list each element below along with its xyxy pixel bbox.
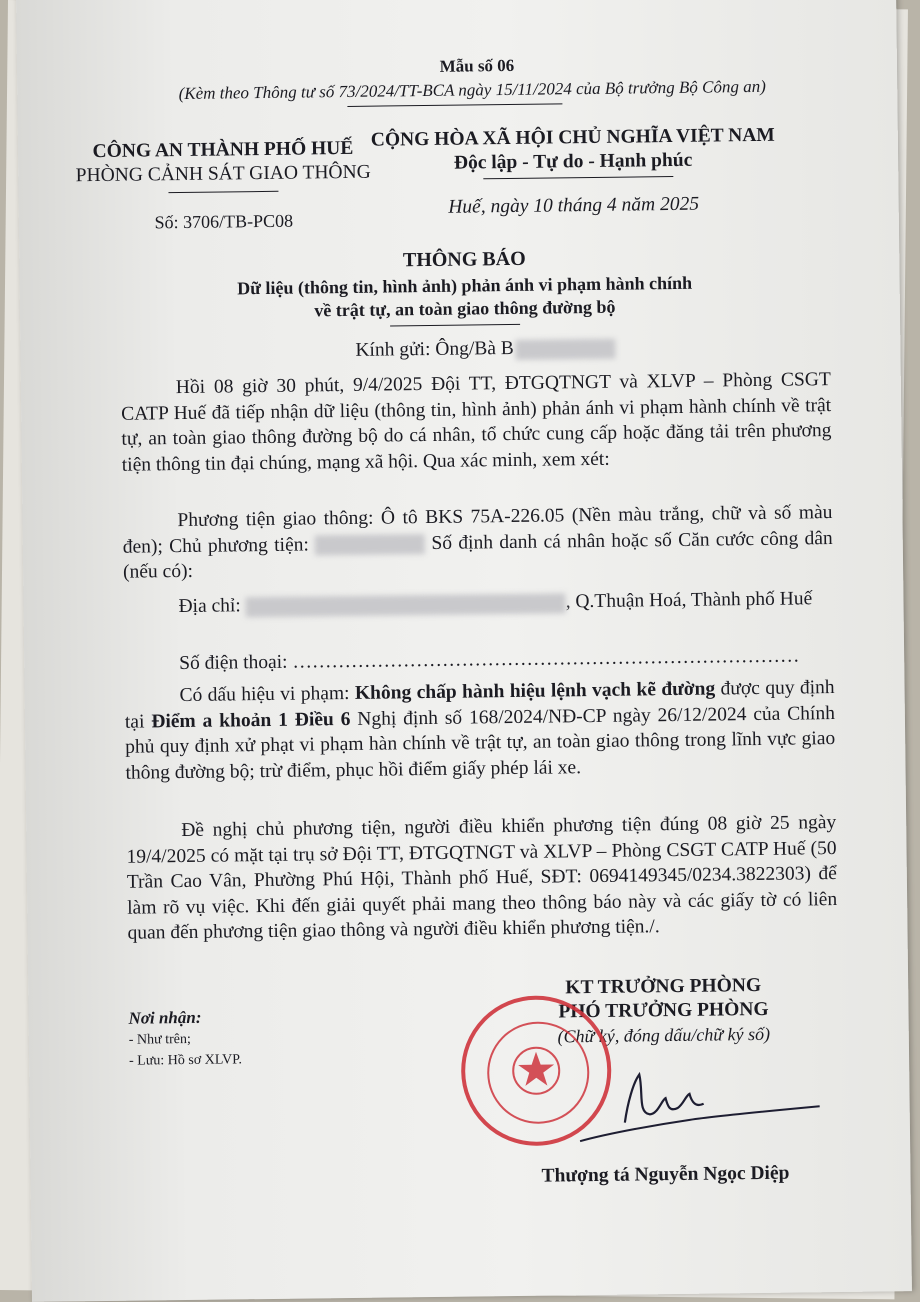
notice-subtitle-1: Dữ liệu (thông tin, hình ảnh) phản ánh vi phạm hành chính — [237, 272, 693, 299]
address-label: Địa chỉ: — [178, 595, 241, 618]
recipient-item: - Như trên; — [128, 1031, 191, 1048]
violation-label: Có dấu hiệu vi phạm: — [179, 682, 350, 707]
address-tail: , Q.Thuận Hoá, Thành phố Huế — [565, 588, 813, 613]
violation-decree: Nghị định số 168/2024/NĐ-CP ngày 26/12/2024 của Chính phủ quy định xử phạt vi phạm hàn chính về trật tự, an toàn giao thông trong lĩnh vực giao thông đường bộ; trừ điểm, phục hồi điểm giấy phép lái xe. — [125, 702, 836, 784]
violation-text: được quy định tại — [124, 677, 835, 733]
redacted-address — [246, 593, 566, 617]
form-number: Mẫu số 06 — [439, 55, 515, 76]
notice-title: THÔNG BÁO — [402, 247, 526, 272]
recipient-item: - Lưu: Hồ sơ XLVP. — [128, 1052, 243, 1069]
recipients-title: Nơi nhận: — [128, 1007, 202, 1028]
signature-note: (Chữ ký, đóng dấu/chữ ký số) — [557, 1023, 771, 1047]
paragraph-violation — [124, 675, 835, 786]
paragraph-request: Đề nghị chủ phương tiện, người điều khiển phương tiện đúng 08 giờ 25 ngày 19/4/2025 có mặt tại trụ sở Đội TT, ĐTGQTNGT và XLVP – Phòng CSGT CATP Huế (50 Trần Cao Vân, Phường Phú Hội, Thành phố Huế, SĐT: 0694149345/0234.3822303) để làm rõ vụ việc. Khi đến giải quyết phải mang theo thông báo này và các giấy tờ có liên quan đến phương tiện giao thông và người điều khiển phương tiện./. — [126, 812, 838, 944]
nation-line-1: CỘNG HÒA XÃ HỘI CHỦ NGHĨA VIỆT NAM — [370, 124, 775, 151]
signer-name: Thượng tá Nguyễn Ngọc Diệp — [541, 1162, 790, 1187]
document-page — [16, 0, 912, 1302]
notice-subtitle-2: về trật tự, an toàn giao thông đường bộ — [314, 296, 616, 321]
recipient-prefix: Kính gửi: Ông/Bà B — [355, 337, 514, 361]
divider — [390, 324, 520, 327]
vehicle-info: Phương tiện giao thông: Ô tô BKS 75A-226.05 (Nền màu trắng, chữ và số màu đen); Chủ phương tiện: — [122, 502, 833, 558]
id-label: Số định danh cá nhân hoặc số Căn cước công dân (nếu có): — [122, 527, 833, 583]
agency-line-2: PHÒNG CẢNH SÁT GIAO THÔNG — [75, 161, 371, 187]
handwritten-signature — [569, 1060, 830, 1153]
form-reference: (Kèm theo Thông tư số 73/2024/TT-BCA ngày 15/11/2024 của Bộ trưởng Bộ Công an) — [178, 76, 766, 104]
divider — [168, 191, 278, 193]
document-number: Số: 3706/TB-PC08 — [154, 210, 294, 233]
signature-title-2: PHÓ TRƯỞNG PHÒNG — [558, 998, 769, 1023]
star-emblem-icon — [510, 1044, 563, 1097]
redacted-name — [516, 338, 616, 359]
paragraph-vehicle — [122, 500, 833, 585]
violation-clause: Điểm a khoản 1 Điều 6 — [151, 708, 351, 732]
violation-name: Không chấp hành hiệu lệnh vạch kẽ đường — [354, 678, 716, 704]
divider — [347, 103, 562, 107]
signature-title-1: KT TRƯỞNG PHÒNG — [565, 974, 762, 999]
paragraph-intro: Hồi 08 giờ 30 phút, 9/4/2025 Đội TT, ĐTGQTNGT và XLVP – Phòng CSGT CATP Huế đã tiếp nhận dữ liệu (thông tin, hình ảnh) phản ánh vi phạm hành chính về trật tự, an toàn giao thông đường bộ do cá nhân, tổ chức cung cấp hoặc đăng tải trên phương tiện thông tin đại chúng, mạng xã hội. Qua xác minh, xem xét: — [121, 369, 832, 476]
place-date: Huế, ngày 10 tháng 4 năm 2025 — [448, 193, 700, 218]
phone-line: Số điện thoại: …………………………………………………………………… — [179, 645, 800, 675]
redacted-owner — [315, 534, 425, 555]
agency-line-1: CÔNG AN THÀNH PHỐ HUẾ — [92, 137, 354, 163]
nation-line-2: Độc lập - Tự do - Hạnh phúc — [453, 149, 693, 174]
recipient-salutation — [355, 337, 616, 362]
divider — [483, 176, 673, 179]
paragraph-address — [123, 586, 833, 620]
